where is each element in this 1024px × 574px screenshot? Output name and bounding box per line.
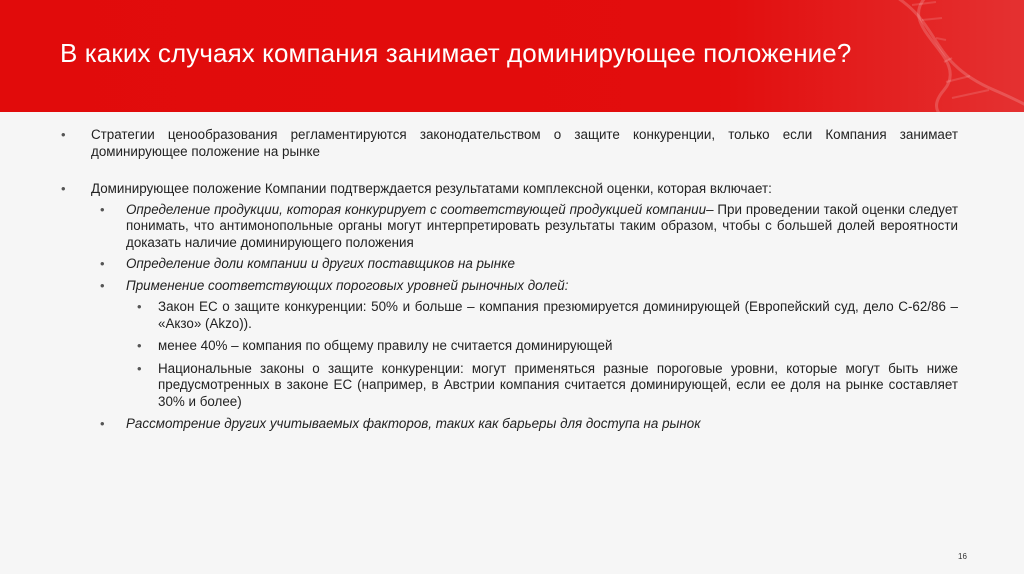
bullet-icon: •	[137, 338, 142, 353]
bullet-icon: •	[137, 360, 142, 376]
sub-sub-list-item	[60, 361, 958, 411]
bullet-icon: •	[100, 201, 105, 217]
list-item-text: Стратегии ценообразования регламентируются законодательством о защите конкуренции, только если Компания занимает доминирующее положение на рынке	[91, 127, 958, 159]
sub-item-italic-text: Определение продукции, которая конкурирует с соответствующей продукцией компании	[126, 201, 707, 217]
list-item	[60, 181, 958, 198]
header-banner	[0, 0, 1024, 112]
sub-list-item	[60, 278, 958, 295]
sub-item-text: – При проведении такой оценки следует понимать, что антимонопольные органы могут интерпретировать результаты таким образом, чтобы с большей долей вероятности доказать наличие доминирующего положения	[126, 201, 958, 250]
bullet-icon: •	[100, 416, 105, 431]
slide-title: В каких случаях компания занимает доминирующее положение?	[60, 38, 852, 68]
sub-sub-list-item	[60, 299, 958, 332]
sub-list-item	[60, 256, 958, 273]
page-number: 16	[958, 552, 967, 561]
sub-list-item	[60, 202, 958, 252]
bullet-icon: •	[61, 127, 66, 142]
sub-sub-list-item	[60, 338, 958, 355]
sub-list-item	[60, 416, 958, 433]
list-item	[60, 127, 958, 160]
sub-item-italic-text: Рассмотрение других учитываемых факторов, таких как барьеры для доступа на рынок	[126, 416, 701, 431]
sub-item-italic-text: Определение доли компании и других поставщиков на рынке	[126, 256, 515, 271]
sub-sub-item-text: Закон ЕС о защите конкуренции: 50% и больше – компания презюмируется доминирующей (Европейский суд, дело С-62/86 – «Акзо» (Akzo)).	[158, 299, 958, 331]
sub-item-italic-text: Применение соответствующих пороговых уровней рыночных долей:	[126, 277, 569, 293]
list-item-text: Доминирующее положение Компании подтверждается результатами комплексной оценки, которая включает:	[91, 181, 772, 196]
bullet-icon: •	[100, 277, 105, 293]
bullet-icon: •	[61, 181, 66, 196]
slide-content	[60, 127, 958, 438]
bullet-icon: •	[137, 299, 142, 314]
sub-sub-item-text: Национальные законы о защите конкуренции: могут применяться разные пороговые уровни, которые могут быть ниже предусмотренных в законе ЕС (например, в Австрии компания считается доминирующей, если ее доля на рынке составляет 30% и более)	[158, 360, 958, 409]
dna-helix-decoration-icon	[824, 0, 1024, 112]
sub-sub-item-text: менее 40% – компания по общему правилу не считается доминирующей	[158, 338, 613, 353]
bullet-icon: •	[100, 256, 105, 271]
